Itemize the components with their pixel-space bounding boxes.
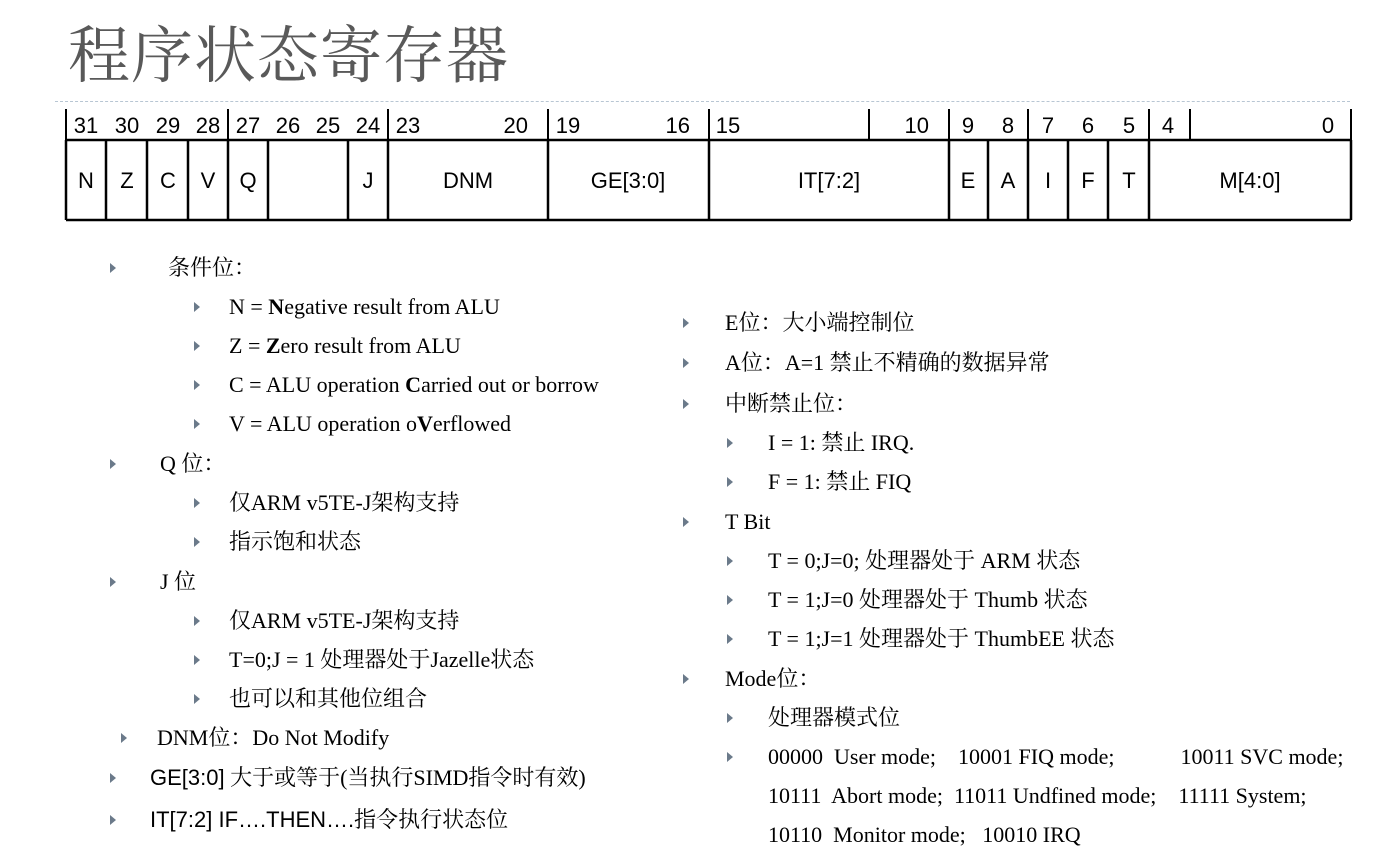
bullet-arrow-icon (683, 358, 689, 368)
psr-register-diagram (0, 0, 1398, 230)
t-bit-item: T = 1;J=1 处理器处于 ThumbEE 状态 (768, 626, 1115, 651)
j-bit-item: 也可以和其他位组合 (229, 686, 428, 711)
f-bit-item: F = 1: 禁止 FIQ (768, 469, 912, 494)
bullet-arrow-icon (194, 616, 200, 626)
bit-number-label: 20 (503, 113, 528, 138)
bullet-arrow-icon (727, 752, 733, 762)
mode-list-line: 00000 User mode; 10001 FIQ mode; 10011 SVC mode; (768, 744, 1344, 769)
register-field-label: Q (239, 168, 257, 193)
bit-number-label: 15 (715, 113, 741, 138)
mode-bits-item: 处理器模式位 (768, 705, 901, 730)
bullet-arrow-icon (110, 459, 116, 469)
bullet-arrow-icon (727, 595, 733, 605)
bullet-arrow-icon (194, 302, 200, 312)
bit-number-label: 29 (155, 113, 181, 138)
e-bit-item: E位：大小端控制位 (725, 310, 915, 335)
q-bit-item: 仅ARM v5TE-J架构支持 (229, 490, 460, 515)
register-field-label: N (78, 168, 94, 193)
bullet-arrow-icon (110, 815, 116, 825)
a-bit-item: A位：A=1 禁止不精确的数据异常 (725, 350, 1050, 375)
bit-number-label: 4 (1161, 113, 1175, 138)
t-bit-heading: T Bit (725, 509, 771, 534)
bullet-arrow-icon (194, 655, 200, 665)
i-bit-item: I = 1: 禁止 IRQ. (768, 430, 915, 455)
n-flag-item: N = Negative result from ALU (229, 294, 500, 319)
register-field-label: GE[3:0] (590, 168, 666, 193)
bullet-arrow-icon (727, 713, 733, 723)
bullet-arrow-icon (727, 556, 733, 566)
bullet-arrow-icon (110, 577, 116, 587)
bit-number-label: 0 (1321, 113, 1335, 138)
bullet-arrow-icon (683, 318, 689, 328)
bit-number-label: 19 (555, 113, 581, 138)
register-field-label: J (362, 168, 374, 193)
bit-number-label: 7 (1041, 113, 1055, 138)
register-field-label: F (1081, 168, 1095, 193)
bullet-arrow-icon (194, 380, 200, 390)
bit-number-label: 27 (235, 113, 261, 138)
bit-number-label: 9 (961, 113, 975, 138)
q-bit-item: 指示饱和状态 (229, 529, 362, 554)
bit-number-label: 6 (1081, 113, 1095, 138)
register-field-label: A (1000, 168, 1016, 193)
t-bit-item: T = 0;J=0; 处理器处于 ARM 状态 (768, 548, 1081, 573)
bullet-arrow-icon (727, 634, 733, 644)
bit-number-label: 31 (73, 113, 99, 138)
q-bit-heading: Q 位： (160, 451, 226, 476)
bullet-arrow-icon (121, 733, 127, 743)
bit-number-label: 25 (315, 113, 341, 138)
register-field-label: DNM (442, 168, 494, 193)
condition-bits-heading: 条件位： (168, 255, 257, 280)
bit-number-label: 26 (275, 113, 301, 138)
j-bit-item: 仅ARM v5TE-J架构支持 (229, 608, 460, 633)
register-field-label: E (960, 168, 976, 193)
bit-number-label: 24 (355, 113, 381, 138)
bullet-arrow-icon (683, 399, 689, 409)
t-bit-item: T = 1;J=0 处理器处于 Thumb 状态 (768, 587, 1088, 612)
dnm-bit-item: DNM位：Do Not Modify (157, 725, 390, 750)
bit-number-label: 28 (195, 113, 221, 138)
bullet-arrow-icon (110, 263, 116, 273)
bullet-arrow-icon (194, 694, 200, 704)
bullet-arrow-icon (194, 498, 200, 508)
bit-number-label: 30 (114, 113, 140, 138)
bullet-arrow-icon (683, 517, 689, 527)
bullet-arrow-icon (683, 674, 689, 684)
register-field-label: Z (120, 168, 134, 193)
it-bits-item: IT[7:2] IF….THEN….指令执行状态位 (150, 807, 509, 832)
z-flag-item: Z = Zero result from ALU (229, 333, 461, 358)
bullet-arrow-icon (194, 419, 200, 429)
c-flag-item: C = ALU operation Carried out or borrow (229, 372, 599, 397)
register-field-label: I (1044, 168, 1052, 193)
j-bit-heading: J 位 (160, 569, 197, 594)
mode-bits-heading: Mode位： (725, 666, 821, 691)
bit-number-label: 8 (1001, 113, 1015, 138)
bit-number-label: 16 (665, 113, 690, 138)
mode-list-line: 10110 Monitor mode; 10010 IRQ (768, 822, 1081, 847)
bullet-arrow-icon (194, 341, 200, 351)
bit-number-label: 23 (395, 113, 421, 138)
v-flag-item: V = ALU operation oVerflowed (229, 411, 512, 436)
bullet-arrow-icon (194, 537, 200, 547)
register-field-label: V (200, 168, 216, 193)
bullet-arrow-icon (727, 477, 733, 487)
bullet-arrow-icon (110, 773, 116, 783)
j-bit-item: T=0;J = 1 处理器处于Jazelle状态 (229, 647, 535, 672)
ge-bits-item: GE[3:0] 大于或等于(当执行SIMD指令时有效) (150, 765, 586, 790)
register-field-label: T (1122, 168, 1136, 193)
register-field-label: IT[7:2] (797, 168, 861, 193)
interrupt-bits-heading: 中断禁止位： (725, 391, 858, 416)
bullet-arrow-icon (727, 438, 733, 448)
register-field-label: M[4:0] (1219, 168, 1281, 193)
register-field-label: C (160, 168, 176, 193)
page-title: 程序状态寄存器 (68, 19, 510, 92)
bit-number-label: 5 (1122, 113, 1136, 138)
mode-list-line: 10111 Abort mode; 11011 Undfined mode; 11111 System; (768, 783, 1307, 808)
bit-number-label: 10 (904, 113, 929, 138)
